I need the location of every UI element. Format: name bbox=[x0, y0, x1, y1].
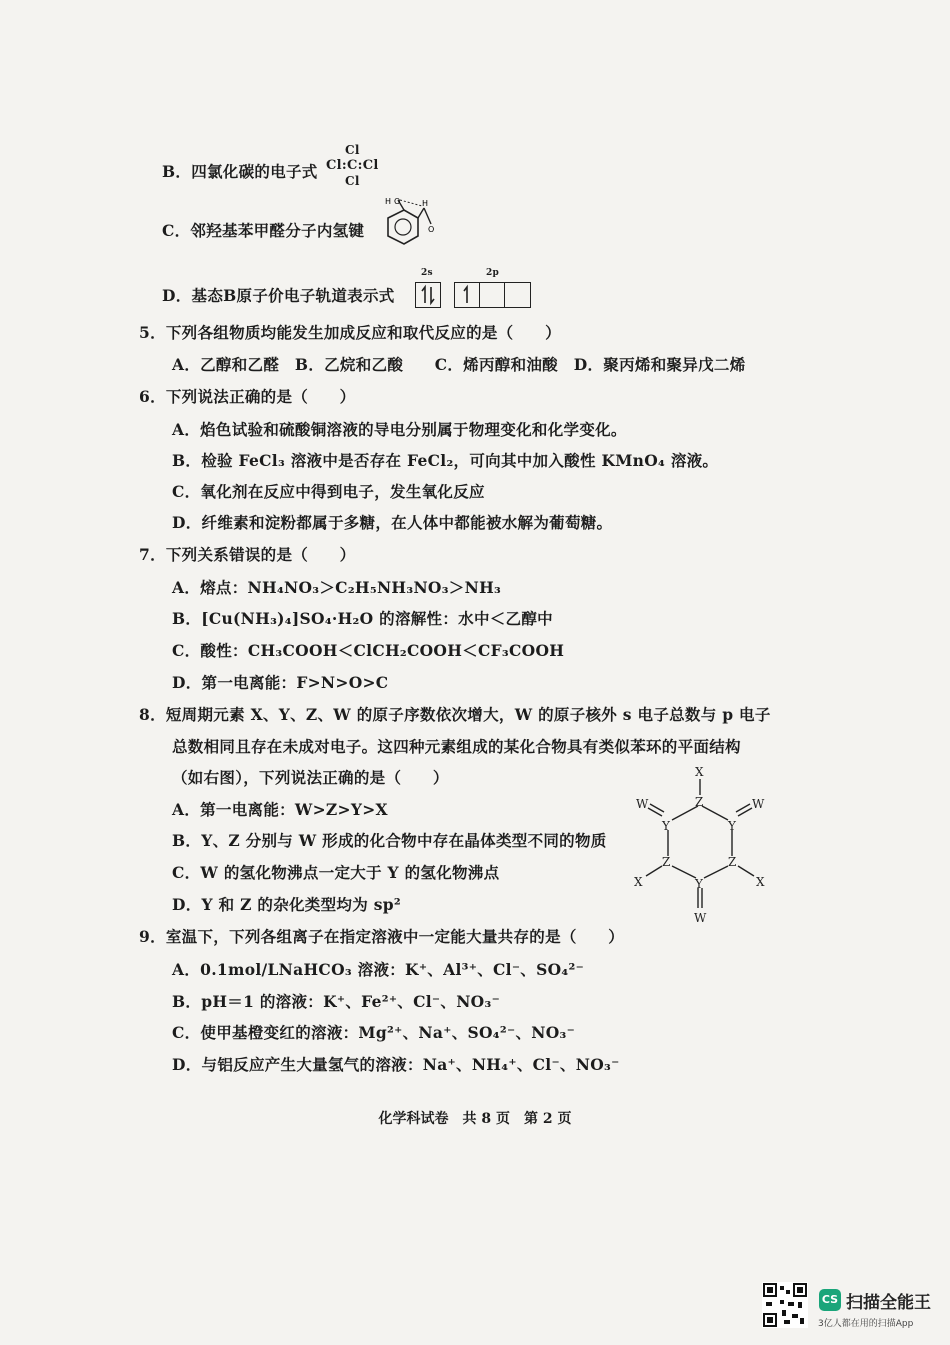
svg-text:O: O bbox=[394, 197, 401, 206]
question-9: 9．室温下，下列各组离子在指定溶液中一定能大量共存的是（ ） bbox=[139, 927, 625, 946]
orbital-2p-label: 2p bbox=[486, 268, 500, 278]
q4-option-b: B．四氯化碳的电子式 bbox=[162, 162, 318, 181]
question-5: 5．下列各组物质均能发生加成反应和取代反应的是（ ） bbox=[139, 323, 561, 342]
ring-w-left: W bbox=[636, 797, 649, 811]
q7-option-b: B．[Cu(NH₃)₄]SO₄·H₂O 的溶解性：水中＜乙醇中 bbox=[172, 609, 553, 628]
q6-option-a: A．焰色试验和硫酸铜溶液的导电分别属于物理变化和化学变化。 bbox=[172, 420, 627, 439]
q8-option-d: D．Y 和 Z 的杂化类型均为 sp² bbox=[172, 895, 401, 914]
q4-option-c: C．邻羟基苯甲醛分子内氢键 bbox=[162, 221, 365, 240]
q7-option-c: C．酸性：CH₃COOH＜ClCH₂COOH＜CF₃COOH bbox=[172, 641, 565, 660]
svg-text:H: H bbox=[422, 199, 429, 208]
question-5-options: A．乙醇和乙醛 B．乙烷和乙酸 C．烯丙醇和油酸 D．聚丙烯和聚异戊二烯 bbox=[172, 355, 746, 374]
orbital-2p-box bbox=[454, 282, 531, 308]
camscanner-brand: 扫描全能王 bbox=[846, 1293, 931, 1313]
svg-text:O: O bbox=[428, 225, 435, 234]
q9-option-b: B．pH＝1 的溶液：K⁺、Fe²⁺、Cl⁻、NO₃⁻ bbox=[172, 992, 501, 1011]
q7-option-d: D．第一电离能：F>N>O>C bbox=[172, 673, 389, 692]
paired-electron-icon bbox=[416, 283, 440, 307]
salicylaldehyde-structure bbox=[368, 196, 438, 258]
ring-x-top: X bbox=[695, 765, 704, 779]
q6-option-b: B．检验 FeCl₃ 溶液中是否存在 FeCl₂，可向其中加入酸性 KMnO₄ 溶液。 bbox=[172, 451, 719, 470]
q9-option-c: C．使甲基橙变红的溶液：Mg²⁺、Na⁺、SO₄²⁻、NO₃⁻ bbox=[172, 1023, 576, 1042]
question-8-line-3: （如右图），下列说法正确的是（ ） bbox=[172, 768, 449, 787]
single-electron-icon bbox=[455, 283, 479, 307]
ring-w-bottom: W bbox=[694, 911, 707, 924]
ring-w-right: W bbox=[752, 797, 765, 811]
ring-z-right: Z bbox=[728, 855, 737, 869]
question-6: 6．下列说法正确的是（ ） bbox=[139, 387, 356, 406]
question-8-line-1: 8．短周期元素 X、Y、Z、W 的原子序数依次增大，W 的原子核外 s 电子总数与 p 电子 bbox=[139, 705, 771, 724]
ring-structure-diagram bbox=[628, 762, 773, 924]
q8-option-c: C．W 的氢化物沸点一定大于 Y 的氢化物沸点 bbox=[172, 863, 500, 882]
q8-option-a: A．第一电离能：W>Z>Y>X bbox=[172, 800, 388, 819]
q9-option-a: A．0.1mol/LNaHCO₃ 溶液：K⁺、Al³⁺、Cl⁻、SO₄²⁻ bbox=[172, 960, 585, 979]
ccl4-top-cl: Cl bbox=[345, 143, 360, 157]
ring-z-left: Z bbox=[662, 855, 671, 869]
page-footer: 化学科试卷 共 8 页 第 2 页 bbox=[378, 1111, 572, 1127]
ring-y-left: Y bbox=[662, 819, 670, 833]
q4-option-d: D．基态B原子价电子轨道表示式 bbox=[162, 286, 395, 305]
svg-text:H: H bbox=[385, 197, 392, 206]
ring-y-bottom: Y bbox=[695, 877, 703, 891]
q6-option-d: D．纤维素和淀粉都属于多糖，在人体中都能被水解为葡萄糖。 bbox=[172, 513, 613, 532]
ring-x-right: X bbox=[756, 875, 765, 889]
ring-z-top: Z bbox=[695, 795, 704, 809]
q9-option-d: D．与铝反应产生大量氢气的溶液：Na⁺、NH₄⁺、Cl⁻、NO₃⁻ bbox=[172, 1055, 620, 1074]
ring-y-right: Y bbox=[728, 819, 736, 833]
camscanner-tagline: 3亿人都在用的扫描App bbox=[818, 1319, 914, 1329]
camscanner-logo-icon: CS bbox=[819, 1289, 841, 1311]
qr-code-icon bbox=[762, 1282, 808, 1328]
ring-x-left: X bbox=[634, 875, 643, 889]
orbital-2s-label: 2s bbox=[421, 268, 433, 278]
q6-option-c: C．氧化剂在反应中得到电子，发生氧化反应 bbox=[172, 482, 485, 501]
orbital-2s-box bbox=[415, 282, 441, 308]
ccl4-formula: Cl:C:Cl bbox=[326, 158, 379, 173]
question-7: 7．下列关系错误的是（ ） bbox=[139, 545, 356, 564]
ccl4-bottom-cl: Cl bbox=[345, 174, 360, 188]
q8-option-b: B．Y、Z 分别与 W 形成的化合物中存在晶体类型不同的物质 bbox=[172, 831, 607, 850]
question-8-line-2: 总数相同且存在未成对电子。这四种元素组成的某化合物具有类似苯环的平面结构 bbox=[172, 737, 741, 756]
q7-option-a: A．熔点：NH₄NO₃＞C₂H₅NH₃NO₃＞NH₃ bbox=[172, 578, 502, 597]
